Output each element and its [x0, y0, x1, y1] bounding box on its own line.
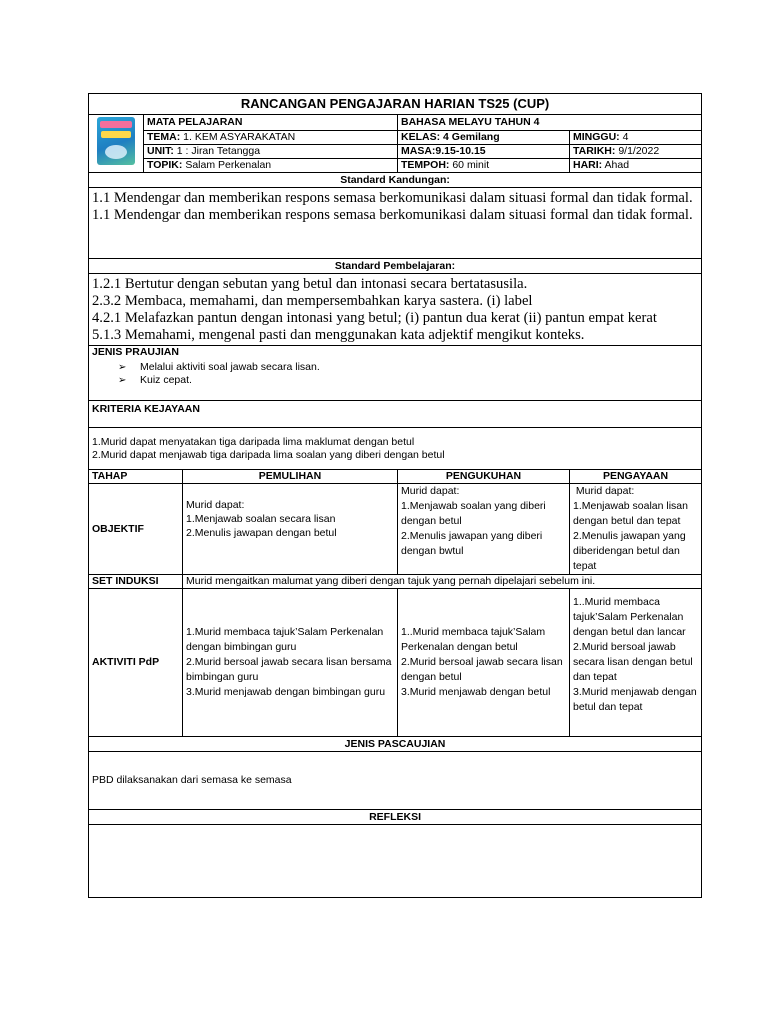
objektif-pengayaan-line: Murid dapat: [573, 485, 635, 497]
unit-value: 1 : Jiran Tetangga [176, 145, 261, 157]
aktiviti-pengukuhan-line: 1..Murid membaca tajuk’Salam Perkenalan dengan betul [401, 626, 546, 653]
tempoh-cell [398, 159, 570, 173]
kriteria-kejayaan-heading: KRITERIA KEJAYAAN [89, 401, 702, 428]
objektif-pemulihan-line: 1.Menjawab soalan secara lisan [186, 513, 336, 525]
standard-pembelajaran-heading: Standard Pembelajaran: [89, 259, 702, 274]
kriteria-item: 1.Murid dapat menyatakan tiga daripada lima maklumat dengan betul [92, 435, 415, 448]
objektif-pengukuhan [398, 484, 570, 575]
lesson-plan-table [88, 93, 702, 898]
minggu-cell [570, 131, 702, 145]
lesson-plan-document [88, 93, 701, 898]
minggu-label: MINGGU: [573, 131, 620, 143]
standard-pembelajaran-item: 4.2.1 Melafazkan pantun dengan intonasi yang betul; (i) pantun dua kerat (ii) pantun empat kerat [92, 310, 657, 326]
unit-label: UNIT: [147, 145, 174, 157]
hari-cell [570, 159, 702, 173]
minggu-value: 4 [622, 131, 629, 143]
standard-pembelajaran-item: 2.3.2 Membaca, memahami, dan mempersembahkan karya sastera. (i) label [92, 293, 533, 309]
refleksi-content [89, 825, 702, 898]
kelas-value: 4 Gemilang [443, 131, 500, 143]
aktiviti-pemulihan-line: 2.Murid bersoal jawab secara lisan bersama bimbingan guru [186, 656, 392, 683]
kelas-label: KELAS: [401, 131, 441, 143]
masa-label: MASA: [401, 145, 436, 157]
jenis-pascaujian-text: PBD dilaksanakan dari semasa ke semasa [89, 752, 702, 810]
aktiviti-pengayaan-line: 1..Murid membaca tajuk’Salam Perkenalan dengan betul dan lancar [573, 596, 686, 638]
topik-label: TOPIK: [147, 159, 183, 171]
tempoh-label: TEMPOH: [401, 159, 450, 171]
tahap-pengukuhan: PENGUKUHAN [398, 470, 570, 484]
objektif-pemulihan-line: Murid dapat: [186, 499, 245, 511]
objektif-pengukuhan-line: 2.Menulis jawapan yang diberi dengan bwtul [401, 530, 543, 557]
tema-label: TEMA: [147, 131, 181, 143]
kelas-cell [398, 131, 570, 145]
hari-label: HARI: [573, 159, 603, 171]
aktiviti-pengayaan-line: 3.Murid menjawab dengan betul dan tepat [573, 686, 697, 713]
tarikh-label: TARIKH: [573, 145, 616, 157]
set-induksi-label: SET INDUKSI [89, 575, 183, 589]
aktiviti-pengukuhan [398, 589, 570, 737]
aktiviti-pengukuhan-line: 3.Murid menjawab dengan betul [401, 686, 551, 698]
standard-kandungan-item: 1.1 Mendengar dan memberikan respons semasa berkomunikasi dalam situasi formal dan tidak formal. [92, 207, 693, 223]
tahap-label: TAHAP [89, 470, 183, 484]
aktiviti-pemulihan-line: 1.Murid membaca tajuk’Salam Perkenalan dengan bimbingan guru [186, 626, 384, 653]
masa-value: 9.15-10.15 [435, 145, 486, 157]
objektif-pengukuhan-line: Murid dapat: [401, 485, 460, 497]
aktiviti-pengukuhan-line: 2.Murid bersoal jawab secara lisan dengan betul [401, 656, 563, 683]
objektif-pemulihan [183, 484, 398, 575]
kriteria-kejayaan-content [89, 428, 702, 470]
jenis-praujian-cell [89, 346, 702, 401]
tema-value: 1. KEM ASYARAKATAN [183, 131, 296, 143]
aktiviti-label: AKTIVITI PdP [89, 589, 183, 737]
document-title: RANCANGAN PENGAJARAN HARIAN TS25 (CUP) [89, 94, 702, 115]
standard-kandungan-content [89, 188, 702, 259]
objektif-pengukuhan-line: 1.Menjawab soalan yang diberi dengan betul [401, 500, 546, 527]
aktiviti-pemulihan-line: 3.Murid menjawab dengan bimbingan guru [186, 686, 386, 698]
topik-cell [144, 159, 398, 173]
kriteria-item: 2.Murid dapat menjawab tiga daripada lima soalan yang diberi dengan betul [92, 448, 445, 461]
tahap-pengayaan: PENGAYAAN [570, 470, 702, 484]
standard-pembelajaran-content [89, 274, 702, 346]
bahasa-melayu-book-logo [97, 117, 135, 165]
standard-kandungan-heading: Standard Kandungan: [89, 173, 702, 188]
objektif-label: OBJEKTIF [89, 484, 183, 575]
subject-logo-cell [89, 115, 144, 173]
jenis-praujian-item: ➢ Kuiz cepat. [118, 374, 698, 387]
objektif-pengayaan-line: 2.Menulis jawapan yang diberidengan betul dan tepat [573, 530, 686, 572]
jenis-praujian-list [92, 361, 698, 387]
tarikh-value: 9/1/2022 [618, 145, 660, 157]
aktiviti-pengayaan [570, 589, 702, 737]
objektif-pengayaan [570, 484, 702, 575]
unit-cell [144, 145, 398, 159]
set-induksi-text: Murid mengaitkan malumat yang diberi dengan tajuk yang pernah dipelajari sebelum ini. [183, 575, 702, 589]
standard-pembelajaran-item: 1.2.1 Bertutur dengan sebutan yang betul dan intonasi secara bertatasusila. [92, 276, 528, 292]
standard-kandungan-item: 1.1 Mendengar dan memberikan respons semasa berkomunikasi dalam situasi formal dan tidak formal. [92, 190, 693, 206]
subject-name: BAHASA MELAYU TAHUN 4 [398, 115, 702, 131]
aktiviti-pengayaan-line: 2.Murid bersoal jawab secara lisan dengan betul dan tepat [573, 641, 693, 683]
jenis-pascaujian-heading: JENIS PASCAUJIAN [89, 737, 702, 752]
tahap-pemulihan: PEMULIHAN [183, 470, 398, 484]
tarikh-cell [570, 145, 702, 159]
tempoh-value: 60 minit [452, 159, 490, 171]
hari-value: Ahad [604, 159, 630, 171]
jenis-praujian-heading: JENIS PRAUJIAN [92, 346, 179, 358]
tema-cell [144, 131, 398, 145]
aktiviti-pemulihan [183, 589, 398, 737]
jenis-praujian-item: ➢ Melalui aktiviti soal jawab secara lisan. [118, 361, 698, 374]
masa-cell [398, 145, 570, 159]
objektif-pemulihan-line: 2.Menulis jawapan dengan betul [186, 527, 337, 539]
objektif-pengayaan-line: 1.Menjawab soalan lisan dengan betul dan tepat [573, 500, 688, 527]
mata-pelajaran-label: MATA PELAJARAN [144, 115, 398, 131]
refleksi-heading: REFLEKSI [89, 810, 702, 825]
standard-pembelajaran-item: 5.1.3 Memahami, mengenal pasti dan menggunakan kata adjektif mengikut konteks. [92, 327, 585, 343]
topik-value: Salam Perkenalan [185, 159, 272, 171]
